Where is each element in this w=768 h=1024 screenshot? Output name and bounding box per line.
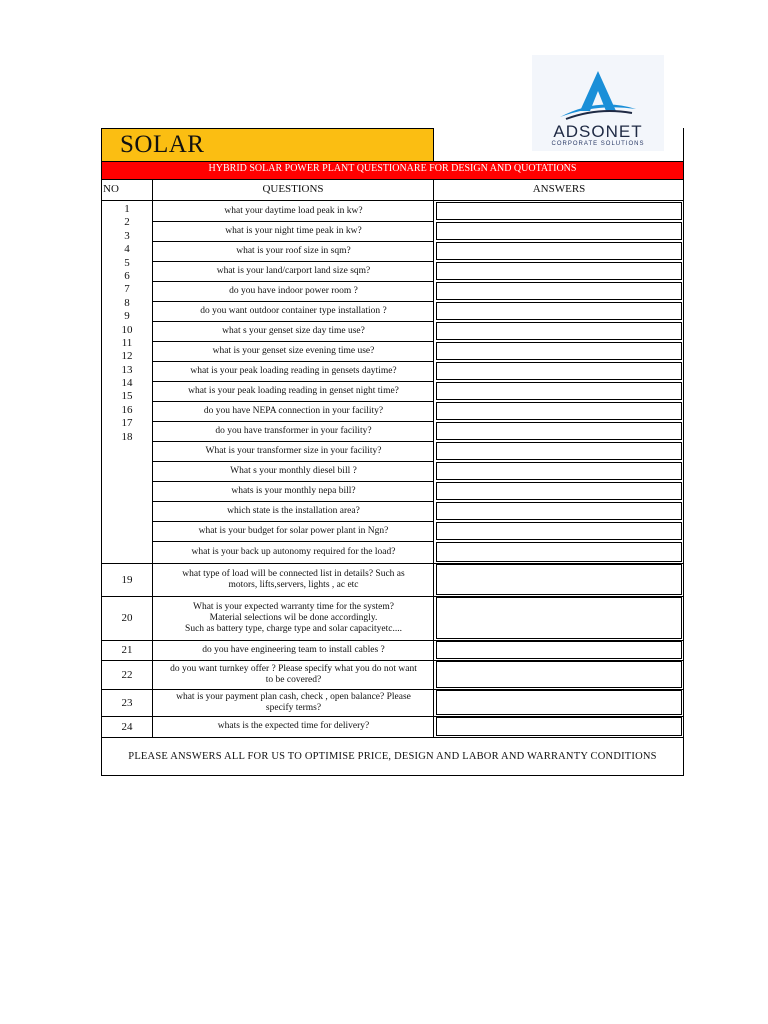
answer-field[interactable] [436,322,682,340]
question-text [153,716,434,737]
question-text [153,563,434,596]
question-text: what is your peak loading reading in genset night time? [188,385,399,396]
question-text: what is your genset size evening time use? [212,345,375,356]
page-title: SOLAR [120,131,205,158]
row-number: 14 [121,377,133,390]
question-text: do you have indoor power room ? [229,285,358,296]
header-answers: ANSWERS [434,180,684,201]
answer-field[interactable] [436,502,682,520]
answer-field[interactable] [436,202,682,220]
row-number: 10 [121,323,133,336]
row-number: 23 [121,696,133,709]
question-line: what is your payment plan cash, check , open balance? Please [176,691,411,702]
question-line: do you want turnkey offer ? Please specify what you do not want [170,663,417,674]
question-text: What s your monthly diesel bill ? [230,465,357,476]
row-number: 6 [124,269,130,282]
row-number: 17 [121,417,133,430]
question-text: do you want outdoor container type installation ? [200,305,387,316]
answer-field[interactable] [436,382,682,400]
question-text: what is your peak loading reading in gensets daytime? [190,365,397,376]
question-text: what is your budget for solar power plant in Ngn? [198,525,389,536]
question-line: What is your expected warranty time for the system? [192,601,394,612]
answer-field[interactable] [436,564,682,595]
row-number: 22 [121,668,133,681]
row-number: 1 [124,203,130,215]
number-list [101,203,153,444]
answer-field[interactable] [436,422,682,440]
question-text [153,596,434,640]
answer-field[interactable] [436,302,682,320]
question-text [153,660,434,689]
row-number: 8 [124,296,130,309]
logo-subtitle: CORPORATE SOLUTIONS [551,141,645,147]
answer-field[interactable] [436,262,682,280]
banner-text: HYBRID SOLAR POWER PLANT QUESTIONARE FOR DESIGN AND QUOTATIONS [208,163,577,174]
answer-field[interactable] [436,522,682,540]
question-line: to be covered? [265,674,322,685]
question-text: what is your roof size in sqm? [236,245,351,256]
row-number: 12 [121,350,133,363]
answer-field[interactable] [436,282,682,300]
question-text [153,640,434,660]
question-text: whats is your monthly nepa bill? [231,485,356,496]
answer-field[interactable] [436,641,682,659]
row-number: 4 [124,243,130,256]
answer-field[interactable] [436,362,682,380]
question-text: what is your night time peak in kw? [225,225,362,236]
answer-field[interactable] [436,661,682,688]
logo-mark-icon [556,67,640,123]
answer-field[interactable] [436,402,682,420]
question-text: what your daytime load peak in kw? [224,205,363,216]
question-text: which state is the installation area? [227,505,360,516]
row-number: 20 [121,612,133,624]
question-text: what is your back up autonomy required for the load? [191,546,396,557]
row-number: 18 [121,430,133,443]
row-number: 13 [121,363,133,376]
header-questions: QUESTIONS [153,180,434,201]
row-number: 15 [121,390,133,403]
answer-field[interactable] [436,462,682,480]
row-number: 11 [121,336,133,349]
footer-note: PLEASE ANSWERS ALL FOR US TO OPTIMISE PRICE, DESIGN AND LABOR AND WARRANTY CONDITIONS [128,751,657,762]
answer-field[interactable] [436,542,682,562]
logo-name: ADSONET [553,122,643,141]
row-number: 19 [121,573,133,586]
row-number: 21 [121,644,133,656]
question-line: what type of load will be connected list in details? Such as [182,568,405,579]
question-text: do you have NEPA connection in your facility? [203,405,384,416]
question-line: whats is the expected time for delivery? [217,721,370,731]
row-number: 3 [124,229,130,242]
answer-field[interactable] [436,597,682,639]
question-text [153,689,434,716]
answer-field[interactable] [436,717,682,736]
question-line: specify terms? [265,702,322,713]
question-text: What is your transformer size in your facility? [205,445,382,456]
question-text: what is your land/carport land size sqm? [216,265,371,276]
question-line: Material selections wil be done accordingly. [209,612,378,623]
row-number: 5 [124,256,130,269]
row-number: 9 [124,310,130,323]
row-number: 2 [124,216,130,229]
answer-field[interactable] [436,342,682,360]
row-number: 24 [121,720,133,733]
answer-field[interactable] [436,442,682,460]
answer-field[interactable] [436,482,682,500]
question-text: what s your genset size day time use? [222,325,365,336]
header-no: NO [101,180,153,201]
answer-field[interactable] [436,690,682,715]
question-line: motors, lifts,servers, lights , ac etc [228,579,359,590]
question-line: Such as battery type, charge type and solar capacityetc.... [185,623,402,634]
question-text: do you have transformer in your facility? [215,425,372,436]
question-line: do you have engineering team to install cables ? [202,644,385,655]
row-number: 7 [124,283,130,296]
answer-field[interactable] [436,222,682,240]
answer-field[interactable] [436,242,682,260]
row-number: 16 [121,403,133,416]
